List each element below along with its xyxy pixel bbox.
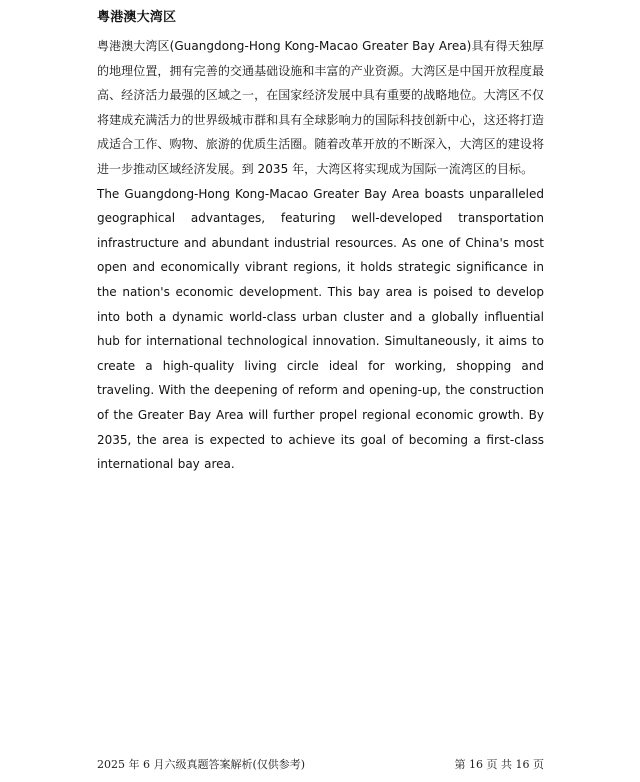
footer-document-title: 2025 年 6 月六级真题答案解析(仅供参考)	[97, 758, 306, 771]
english-translation-paragraph: The Guangdong-Hong Kong-Macao Greater Bay Area boasts unparalleled geographical advantages, featuring well-developed transportation infrastructure and abundant industrial resources. As one of China's most open and economically vibrant regions, it holds strategic significance in the nation's economic development. This bay area is poised to develop into both a dynamic world-class urban cluster and a globally influential hub for international technological innovation. Simultaneously, it aims to create a high-quality living circle ideal for working, shopping and traveling. With the deepening of reform and opening-up, the construction of the Greater Bay Area will further propel regional economic growth. By 2035, the area is expected to achieve its goal of becoming a first-class international bay area.	[97, 186, 544, 472]
chinese-paragraph: 粤港澳大湾区(Guangdong-Hong Kong-Macao Greater Bay Area)具有得天独厚的地理位置，拥有完善的交通基础设施和丰富的产业资源。大湾区是中国开放程度最高、经济活力最强的区域之一，在国家经济发展中具有重要的战略地位。大湾区不仅将建成充满活力的世界级城市群和具有全球影响力的国际科技创新中心，这还将打造成适合工作、购物、旅游的优质生活圈。随着改革开放的不断深入，大湾区的建设将进一步推动区域经济发展。到 2035 年，大湾区将实现成为国际一流湾区的目标。	[97, 39, 544, 176]
footer-page-number: 第 16 页 共 16 页	[454, 758, 544, 771]
document-content	[97, 8, 544, 477]
section-title: 粤港澳大湾区	[97, 10, 177, 25]
